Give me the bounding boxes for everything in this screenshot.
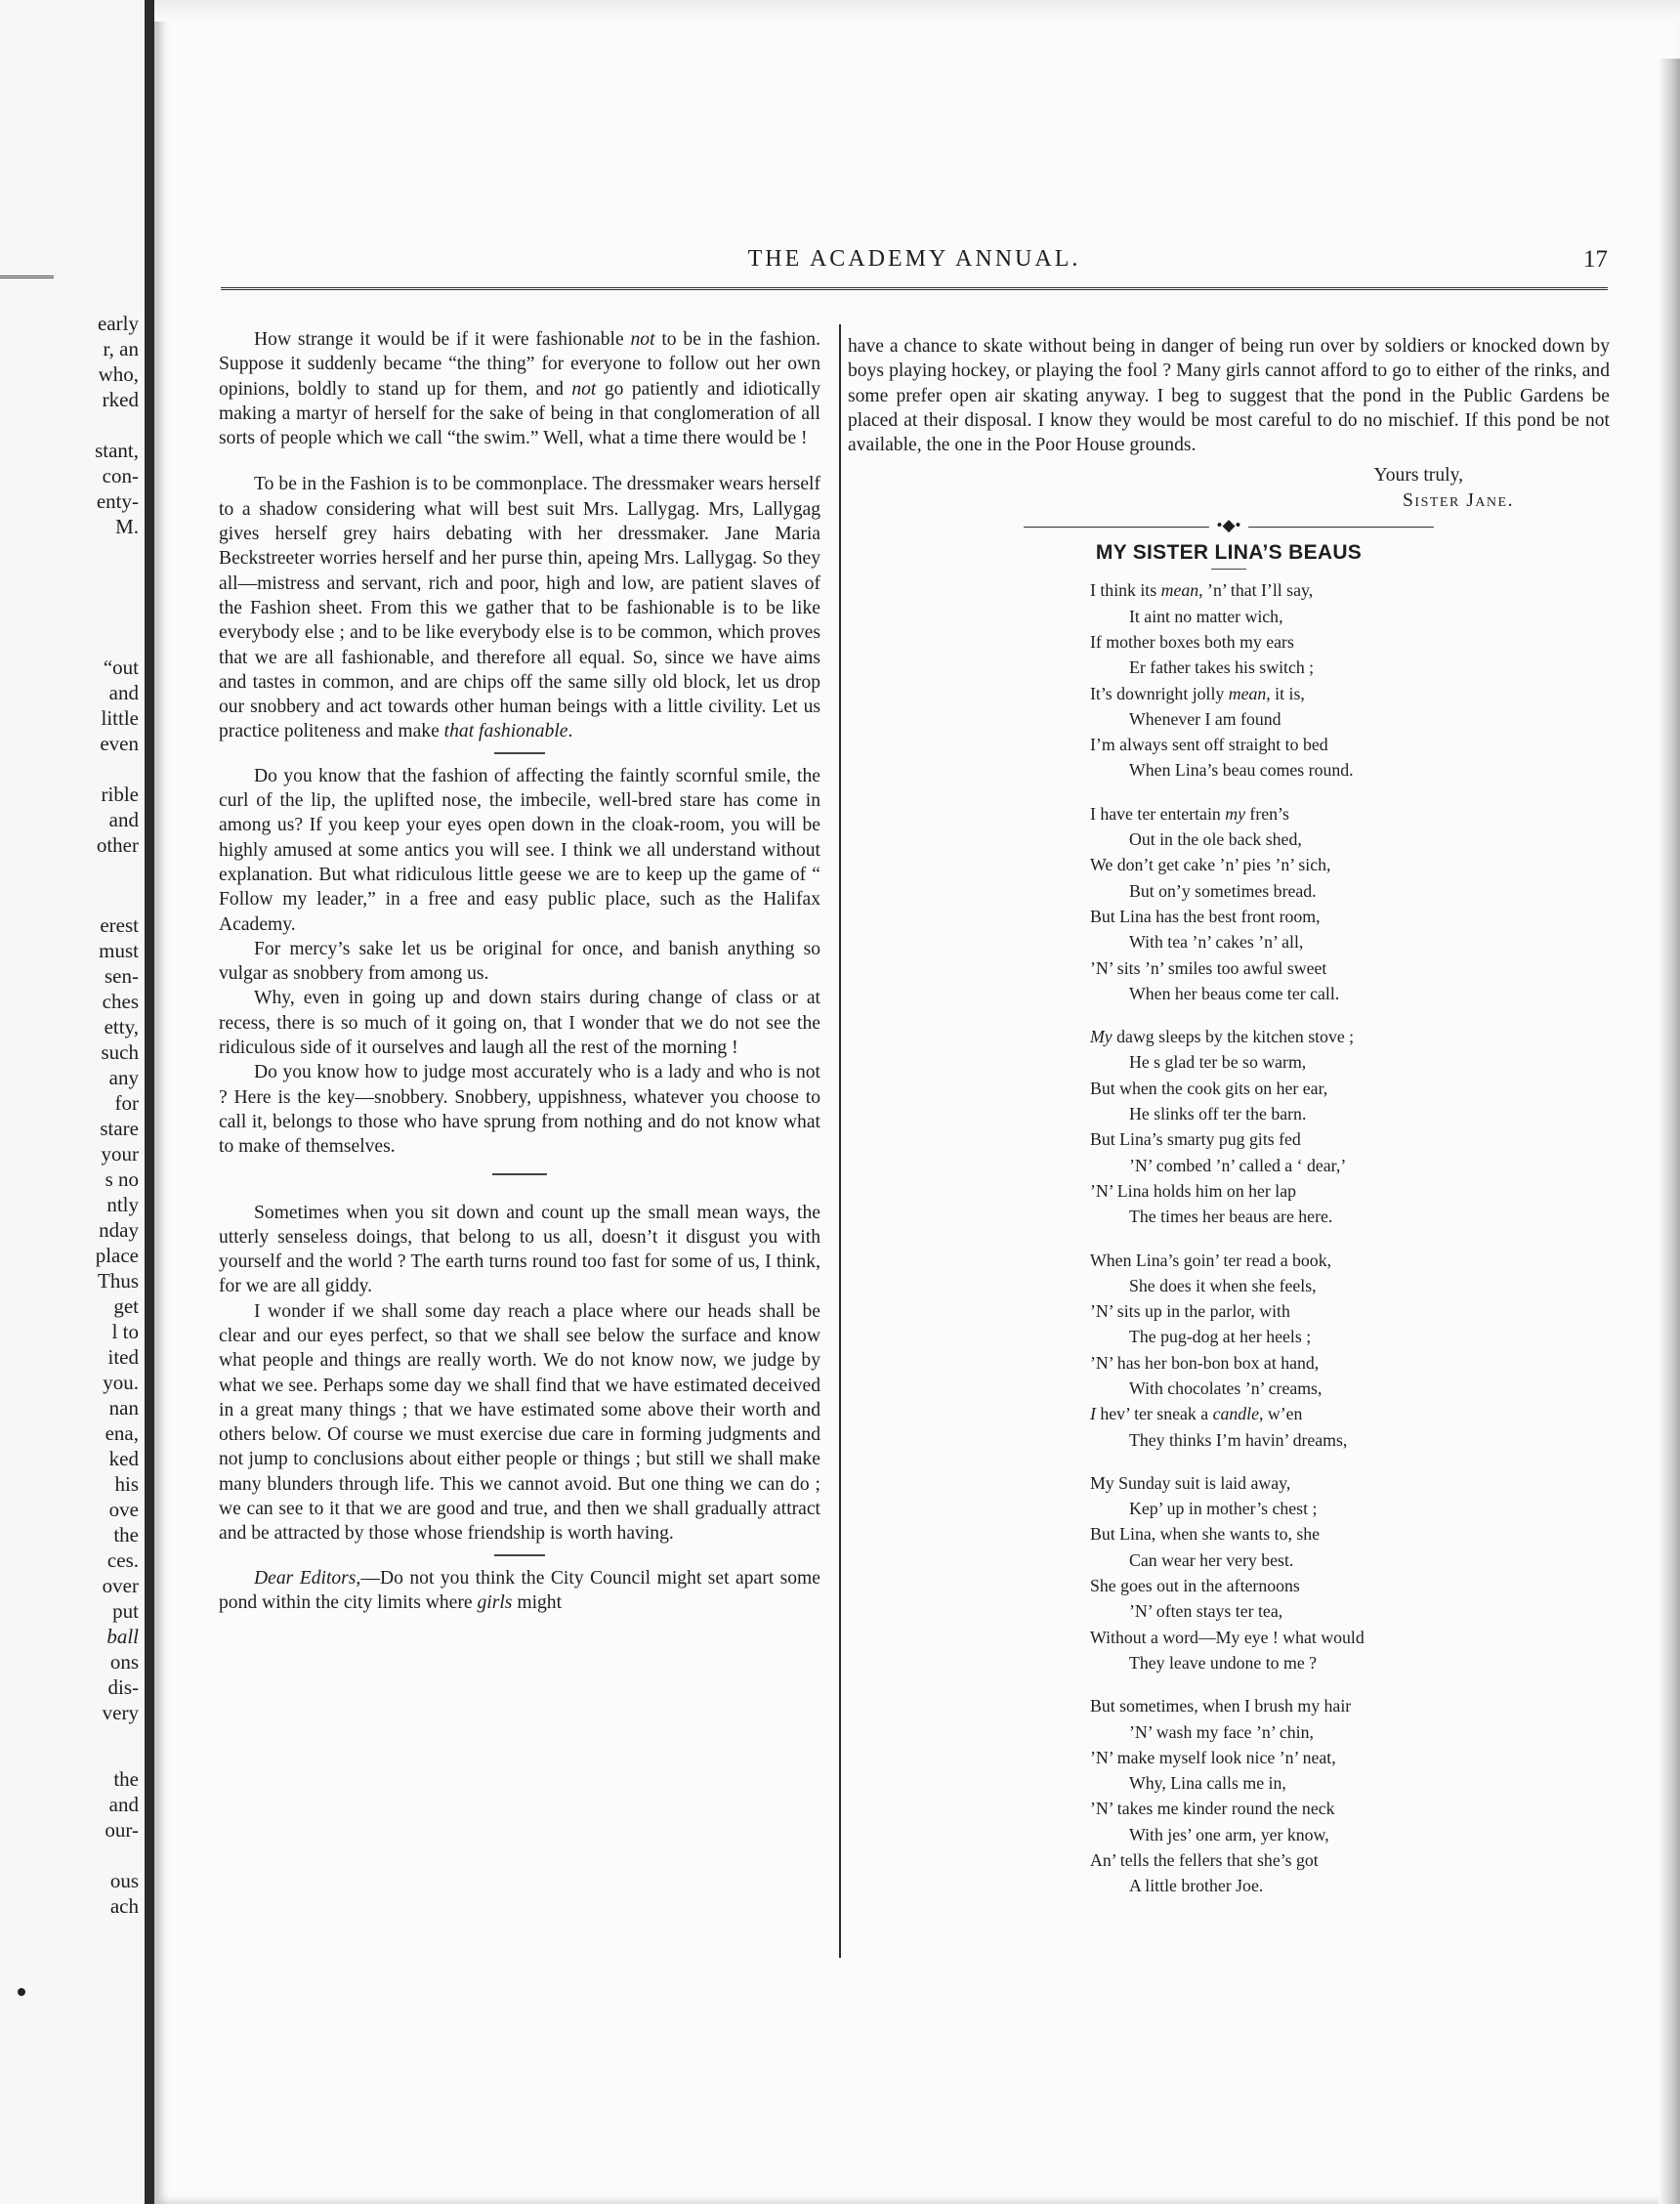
poem-line: ’N’ often stays ter tea, [1129, 1601, 1283, 1622]
page-number: 17 [1583, 246, 1608, 273]
paragraph-commonplace: To be in the Fashion is to be commonplace. The dressmaker wears herself to a shadow considering what will best suit Mrs. Lallygag. Mrs, Lallygag gives herself grey hairs debating with her dressmaker. Jane Maria Beckstreeter worries herself and her purse thin, apeing Mrs. Lallygag. So they all—mistress and servant, rich and poor, high and low, are patient slaves of the Fashion sheet. From this we gather that to be fashionable is to be like everybody else ; and to be like everybody else is to be common, which proves that we are all fashionable, and therefore all equal. So, since we have aims and tastes in common, and are chips off the same silly old block, let us drop our snobbery and act towards other human beings with a little civility. Let us practice politeness and make that fashionable. [219, 474, 820, 742]
left-page-fragment: the [113, 1523, 139, 1547]
poem-title-rule [1211, 569, 1246, 570]
poem-line: He s glad ter be so warm, [1129, 1052, 1307, 1073]
poem-line: A little brother Joe. [1129, 1876, 1264, 1896]
left-page-fragment: other [96, 833, 139, 857]
poem-line: When Lina’s beau comes round. [1129, 760, 1354, 781]
paragraph-scornful-smile: Do you know that the fashion of affecting the faintly scornful smile, the curl of the lip, the uplifted nose, the imbecile, well-bred stare has come in among us? If you keep your eyes open down in the cloak-room, you will be highly amused at some antics you will see. I think we all understand without explanation. But what ridiculous little geese we are to keep up the game of “ Follow my leader,” in a free and easy public place, such as the Halifax Academy. [219, 765, 820, 935]
poem-line: We don’t get cake ’n’ pies ’n’ sich, [1090, 855, 1331, 875]
poem [848, 577, 1610, 1898]
header-rule [221, 287, 1608, 294]
poem-stanza [1090, 1248, 1610, 1453]
page [154, 0, 1680, 2204]
left-page-fragment: rked [102, 388, 139, 411]
left-page-rule [0, 276, 54, 278]
poem-line: When Lina’s goin’ ter read a book, [1090, 1250, 1332, 1270]
poem-line: ’N’ wash my face ’n’ chin, [1129, 1721, 1314, 1742]
poem-line: He slinks off ter the barn. [1129, 1104, 1307, 1124]
poem-line: It aint no matter wich, [1129, 606, 1283, 626]
poem-line: The times her beaus are here. [1129, 1207, 1333, 1227]
paragraph-stairs: Why, even in going up and down stairs during change of class or at recess, there is so much of it going on, that I wonder that we do not see the ridiculous side of it ourselves and laugh all the rest of the morning ! [219, 988, 820, 1059]
paragraph-be-original: For mercy’s sake let us be original for once, and banish anything so vulgar as snobbery from among us. [219, 938, 820, 985]
section-separator [494, 1554, 545, 1556]
left-page-fragment: ena, [105, 1421, 139, 1445]
poem-stanza [1090, 577, 1610, 783]
poem-line: She does it when she feels, [1129, 1275, 1317, 1295]
poem-line: Er father takes his switch ; [1129, 657, 1315, 678]
poem-line: An’ tells the fellers that she’s got [1090, 1850, 1319, 1871]
poem-line: Whenever I am found [1129, 708, 1281, 729]
left-page-fragment: stare [100, 1117, 139, 1140]
poem-line: The pug-dog at her heels ; [1129, 1327, 1312, 1347]
left-page-fragment: place [95, 1244, 139, 1267]
poem-line: ’N’ make myself look nice ’n’ neat, [1090, 1747, 1336, 1767]
paragraph-snobbery-key: Do you know how to judge most accurately who is a lady and who is not ? Here is the key—snobbery. Snobbery, uppishness, whatever you choose to call it, belongs to those who have sprung from nothing and do not know what to make of themselves. [219, 1062, 820, 1158]
poem-line: But when the cook gits on her ear, [1090, 1078, 1328, 1098]
left-page-fragment: your [101, 1142, 139, 1166]
poem-line: But Lina, when she wants to, she [1090, 1524, 1321, 1545]
running-title: THE ACADEMY ANNUAL. [747, 246, 1081, 272]
left-page-fragment: nday [99, 1218, 139, 1242]
left-page-fragment: and [108, 681, 139, 704]
left-page-fragment: r, an [103, 337, 139, 360]
left-page-fragment: and [108, 1793, 139, 1816]
letter-opening [219, 1566, 820, 1616]
poem-line: She goes out in the afternoons [1090, 1576, 1300, 1596]
poem-line: With tea ’n’ cakes ’n’ all, [1129, 932, 1304, 953]
paragraph-fashion-intro: How strange it would be if it were fashionable not to be in the fashion. Suppose it suddenly became “the thing” for everyone to follow out her own opinions, boldly to stand up for them, and not go patiently and idiotically making a martyr of herself for the sake of being in that conglomeration of all sorts of people which we call “the swim.” Well, what a time there would be ! [219, 329, 820, 449]
poem-line: ’N’ combed ’n’ called a ‘ dear,’ [1129, 1155, 1347, 1175]
left-page-fragment: stant, [95, 439, 139, 462]
poem-stanza [1090, 1024, 1610, 1229]
poem-line: Why, Lina calls me in, [1129, 1773, 1286, 1794]
left-page-fragment: the [113, 1767, 139, 1791]
left-page-fragment: Thus [98, 1269, 139, 1293]
ornament-glyph: •◆• [1216, 516, 1241, 535]
poem-line: I have ter entertain my fren’s [1090, 803, 1289, 824]
column-divider [839, 324, 841, 1958]
letter-salutation: Dear Editors, [254, 1567, 361, 1589]
letter-closing: Yours truly, [1373, 465, 1463, 487]
left-page-fragment: M. [115, 515, 139, 538]
left-page-fragment: etty, [104, 1015, 139, 1038]
left-page-fragment: little [101, 706, 139, 730]
left-column [219, 327, 820, 1615]
poem-line: They thinks I’m havin’ dreams, [1129, 1429, 1348, 1450]
left-page-fragment: rible [101, 783, 139, 806]
letter-text: —Do not you think the City Council might set apart some pond within the city limits where girls might [219, 1567, 820, 1613]
left-page-fragment: ach [109, 1894, 139, 1918]
poem-line: But on’y sometimes bread. [1129, 880, 1317, 901]
left-page-fragment: ked [108, 1447, 139, 1470]
left-page-fragment: our- [105, 1818, 139, 1842]
left-page-fragment: s no [105, 1167, 139, 1191]
left-page-fragment: “out [103, 656, 139, 679]
left-page-fragment: very [102, 1701, 139, 1724]
left-page-fragment: enty- [96, 489, 139, 513]
poem-line: I hev’ ter sneak a candle, w’en [1090, 1404, 1303, 1424]
poem-line: I’m always sent off straight to bed [1090, 735, 1328, 755]
left-page-fragment: nan [108, 1396, 139, 1420]
page-right-edge [1659, 59, 1680, 2204]
poem-line: But sometimes, when I brush my hair [1090, 1696, 1352, 1717]
left-page-fragment: ited [107, 1345, 139, 1369]
left-page-fragment: ces. [106, 1548, 139, 1572]
poem-line: If mother boxes both my ears [1090, 631, 1294, 652]
section-separator [492, 1173, 547, 1175]
left-page-fragment: get [113, 1294, 139, 1318]
left-page-fragment: over [102, 1574, 139, 1597]
left-page-fragment: ball [106, 1625, 139, 1648]
left-page-fragment: l to [111, 1320, 139, 1343]
page-header [221, 246, 1608, 279]
left-page-fragment: such [101, 1040, 139, 1064]
left-page-fragment: ous [109, 1869, 139, 1892]
left-page-fragment: early [98, 312, 139, 335]
left-page-fragment: and [108, 808, 139, 831]
poem-line: They leave undone to me ? [1129, 1652, 1318, 1673]
poem-line: ’N’ has her bon-bon box at hand, [1090, 1352, 1320, 1373]
left-page-fragment: ches [102, 990, 139, 1013]
poem-title: MY SISTER LINA’S BEAUS [1095, 541, 1363, 565]
poem-line: Without a word—My eye ! what would [1090, 1627, 1365, 1647]
left-page-fragment: ove [108, 1498, 139, 1521]
poem-line: Can wear her very best. [1129, 1549, 1294, 1570]
poem-stanza [1090, 1470, 1610, 1675]
letter-continuation: have a chance to skate without being in danger of being run over by soldiers or knocked down by boys playing hockey, or playing the fool ? Many girls cannot afford to go to either of the rinks, and some prefer open air skating anyway. I beg to suggest that the pond in the Public Gardens be placed at their disposal. I know they would be most careful to do no mischief. If this pond be not available, the one in the Poor House grounds. [848, 336, 1610, 456]
left-page-fragment: for [114, 1091, 139, 1115]
page-top-edge [154, 0, 1680, 21]
poem-line: It’s downright jolly mean, it is, [1090, 683, 1305, 703]
poem-line: Out in the ole back shed, [1129, 829, 1302, 850]
paragraph-wonder: I wonder if we shall some day reach a place where our heads shall be clear and our eyes perfect, so that we shall see below the surface and know what people and things are really worth. We do not know now, we judge by what we see. Perhaps some day we shall find that we have estimated deceived in a great many things ; that we have estimated some above their worth and others below. Of course we must exercise due care in forming judgments and not jump to conclusions about either people or things ; but still we shall make many blunders through life. This we cannot avoid. But one thing we can do ; we can see to it that we are good and true, and then we shall gradually attract and be attracted by those whose friendship is worth having. [219, 1300, 820, 1545]
poem-stanza [1090, 801, 1610, 1006]
left-page-dot [18, 1988, 25, 1996]
letter-signature: Sister Jane. [1403, 489, 1514, 511]
section-separator [494, 752, 545, 754]
poem-line: ’N’ sits ’n’ smiles too awful sweet [1090, 957, 1327, 978]
left-page-fragment: con- [102, 464, 139, 487]
left-page-fragment: ntly [106, 1193, 139, 1216]
left-page-fragment: must [99, 939, 139, 962]
poem-line: ’N’ takes me kinder round the neck [1090, 1799, 1335, 1819]
left-page-fragment: even [100, 732, 139, 755]
left-page-fragment: put [112, 1599, 139, 1623]
poem-line: Kep’ up in mother’s chest ; [1129, 1499, 1318, 1519]
poem-line: My Sunday suit is laid away, [1090, 1472, 1291, 1493]
poem-line: But Lina’s smarty pug gits fed [1090, 1129, 1301, 1150]
right-column [848, 334, 1610, 1917]
poem-line: My dawg sleeps by the kitchen stove ; [1090, 1027, 1355, 1047]
left-page-fragment: who, [98, 362, 139, 386]
left-page-fragment: sen- [105, 964, 139, 988]
left-page-fragment: you. [103, 1371, 139, 1394]
left-page-fragment: any [108, 1066, 139, 1089]
left-page-fragment: his [114, 1472, 139, 1496]
previous-page-edge [0, 0, 154, 2204]
ornament-rule [1024, 516, 1434, 536]
poem-line: When her beaus come ter call. [1129, 983, 1340, 1003]
poem-stanza [1090, 1693, 1610, 1898]
poem-line: I think its mean, ’n’ that I’ll say, [1090, 580, 1314, 601]
left-page-fragment: erest [100, 913, 139, 937]
poem-line: ’N’ sits up in the parlor, with [1090, 1301, 1290, 1322]
poem-line: With chocolates ’n’ creams, [1129, 1378, 1323, 1398]
left-page-fragment: ons [109, 1650, 139, 1674]
poem-line: ’N’ Lina holds him on her lap [1090, 1180, 1297, 1201]
paragraph-small-ways: Sometimes when you sit down and count up the small mean ways, the utterly senseless doings, that belong to us all, doesn’t it disgust you with yourself and the world ? The earth turns round too fast for some of us, I think, for we are all giddy. [219, 1202, 820, 1297]
poem-line: But Lina has the best front room, [1090, 906, 1321, 926]
poem-line: With jes’ one arm, yer know, [1129, 1824, 1329, 1844]
left-page-fragment: dis- [107, 1675, 139, 1699]
